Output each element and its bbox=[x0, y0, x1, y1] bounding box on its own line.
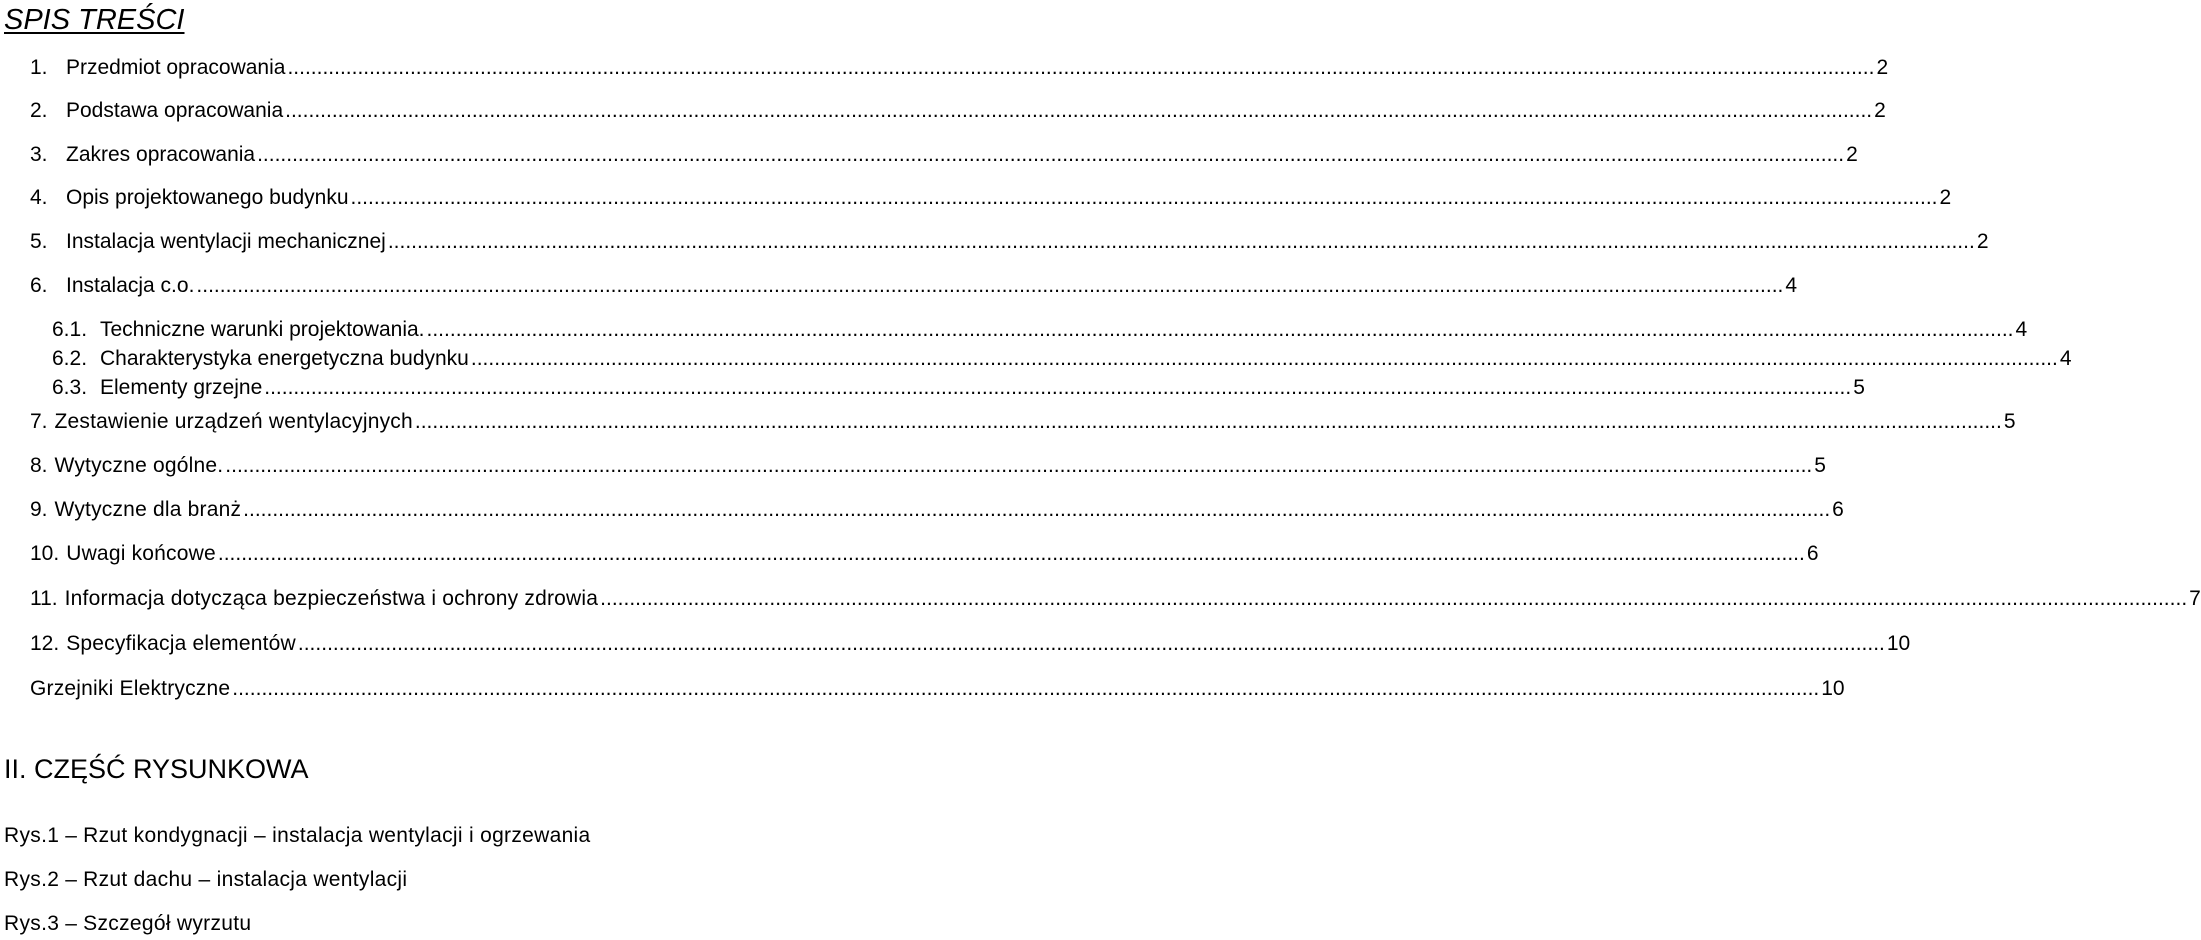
toc-page-number: 10 bbox=[1821, 677, 1845, 700]
dot-leader: ................................................................................................................................................................................................................................................................................ bbox=[426, 318, 2014, 341]
toc-number: 2. bbox=[30, 99, 48, 122]
dot-leader: ................................................................................................................................................................................................................................................................................ bbox=[287, 56, 1875, 79]
drawing-title: Szczegół wyrzutu bbox=[83, 912, 252, 935]
toc-page-number: 7 bbox=[2189, 587, 2201, 610]
toc-label: Grzejniki Elektryczne bbox=[30, 677, 231, 700]
dot-leader: ................................................................................................................................................................................................................................................................................ bbox=[217, 542, 1805, 565]
toc-number: 10. bbox=[30, 542, 60, 565]
toc-number: 7. bbox=[30, 410, 48, 433]
toc-entry-3[interactable] bbox=[30, 141, 1858, 169]
dot-leader: ................................................................................................................................................................................................................................................................................ bbox=[257, 143, 1845, 166]
drawing-separator: – bbox=[65, 868, 78, 891]
dot-leader: ................................................................................................................................................................................................................................................................................ bbox=[232, 677, 1820, 700]
toc-entry-grzejniki[interactable] bbox=[30, 675, 1845, 703]
toc-entry-5[interactable] bbox=[30, 228, 1989, 256]
dot-leader: ................................................................................................................................................................................................................................................................................ bbox=[196, 274, 1784, 297]
toc-page-number: 5 bbox=[2003, 410, 2016, 433]
toc-label: Uwagi końcowe bbox=[66, 542, 216, 565]
toc-number: 1. bbox=[30, 56, 48, 79]
dot-leader: ................................................................................................................................................................................................................................................................................ bbox=[243, 498, 1831, 521]
toc-label: Zakres opracowania bbox=[66, 143, 256, 166]
toc-page-number: 2 bbox=[1876, 56, 1889, 79]
toc-label: Instalacja c.o. bbox=[66, 274, 195, 297]
toc-number: 4. bbox=[30, 186, 48, 209]
toc-label: Wytyczne dla branż bbox=[54, 498, 242, 521]
toc-number: 6.1. bbox=[52, 318, 88, 341]
toc-label: Specyfikacja elementów bbox=[66, 632, 296, 655]
toc-page-number: 4 bbox=[2059, 347, 2072, 370]
toc-number: 6.2. bbox=[52, 347, 88, 370]
page-title: SPIS TREŚCI bbox=[4, 4, 185, 36]
toc-entry-12[interactable] bbox=[30, 630, 1911, 658]
dot-leader: ................................................................................................................................................................................................................................................................................ bbox=[297, 632, 1885, 655]
toc-label: Elementy grzejne bbox=[100, 376, 263, 399]
toc-number: 9. bbox=[30, 498, 48, 521]
drawing-separator: – bbox=[65, 912, 78, 935]
toc-page-number: 5 bbox=[1853, 376, 1865, 399]
drawing-item-3 bbox=[4, 910, 251, 938]
toc-page-number: 4 bbox=[1785, 274, 1798, 297]
drawing-code: Rys.3 bbox=[4, 912, 60, 935]
toc-page-number: 2 bbox=[1976, 230, 1989, 253]
toc-number: 6.3. bbox=[52, 376, 88, 399]
toc-label: Zestawienie urządzeń wentylacyjnych bbox=[54, 410, 413, 433]
drawing-title: Rzut dachu – instalacja wentylacji bbox=[83, 868, 408, 891]
toc-label: Wytyczne ogólne. bbox=[54, 454, 224, 477]
toc-entry-1[interactable] bbox=[30, 54, 1889, 82]
dot-leader: ................................................................................................................................................................................................................................................................................ bbox=[264, 376, 1852, 399]
toc-label: Techniczne warunki projektowania. bbox=[100, 318, 425, 341]
toc-label: Podstawa opracowania bbox=[66, 99, 284, 122]
drawing-code: Rys.1 bbox=[4, 824, 60, 847]
toc-page-number: 5 bbox=[1814, 454, 1826, 477]
toc-page-number: 10 bbox=[1886, 632, 1911, 655]
toc-entry-6-1[interactable] bbox=[52, 316, 2028, 344]
drawing-title: Rzut kondygnacji – instalacja wentylacji i ogrzewania bbox=[83, 824, 591, 847]
dot-leader: ................................................................................................................................................................................................................................................................................ bbox=[470, 347, 2058, 370]
toc-page-number: 4 bbox=[2015, 318, 2028, 341]
drawing-code: Rys.2 bbox=[4, 868, 60, 891]
toc-entry-7[interactable] bbox=[30, 408, 2016, 436]
toc-page-number: 6 bbox=[1806, 542, 1819, 565]
toc-entry-9[interactable] bbox=[30, 496, 1844, 524]
toc-entry-4[interactable] bbox=[30, 184, 1952, 212]
toc-label: Przedmiot opracowania bbox=[66, 56, 286, 79]
part-heading: II. CZĘŚĆ RYSUNKOWA bbox=[4, 754, 309, 784]
toc-entry-6-2[interactable] bbox=[52, 345, 2072, 373]
dot-leader: ................................................................................................................................................................................................................................................................................ bbox=[285, 99, 1873, 122]
toc-number: 5. bbox=[30, 230, 48, 253]
toc-entry-6[interactable] bbox=[30, 272, 1798, 300]
toc-entry-10[interactable] bbox=[30, 540, 1819, 568]
dot-leader: ................................................................................................................................................................................................................................................................................ bbox=[387, 230, 1975, 253]
dot-leader: ................................................................................................................................................................................................................................................................................ bbox=[225, 454, 1813, 477]
toc-label: Charakterystyka energetyczna budynku bbox=[100, 347, 469, 370]
toc-label: Instalacja wentylacji mechanicznej bbox=[66, 230, 386, 253]
toc-number: 8. bbox=[30, 454, 48, 477]
toc-number: 6. bbox=[30, 274, 48, 297]
toc-page-number: 2 bbox=[1939, 186, 1952, 209]
toc-label: Informacja dotycząca bezpieczeństwa i ochrony zdrowia bbox=[64, 587, 599, 610]
toc-number: 3. bbox=[30, 143, 48, 166]
dot-leader: ................................................................................................................................................................................................................................................................................ bbox=[414, 410, 2002, 433]
toc-label: Opis projektowanego budynku bbox=[66, 186, 349, 209]
toc-entry-6-3[interactable] bbox=[52, 374, 1865, 402]
toc-entry-2[interactable] bbox=[30, 97, 1886, 125]
toc-entry-11[interactable] bbox=[30, 585, 2201, 613]
dot-leader: ................................................................................................................................................................................................................................................................................ bbox=[350, 186, 1938, 209]
toc-page-number: 6 bbox=[1832, 498, 1844, 521]
toc-number: 11. bbox=[30, 587, 58, 610]
drawing-separator: – bbox=[65, 824, 78, 847]
toc-page-number: 2 bbox=[1846, 143, 1858, 166]
dot-leader: ................................................................................................................................................................................................................................................................................ bbox=[600, 587, 2188, 610]
toc-page-number: 2 bbox=[1874, 99, 1886, 122]
drawing-item-1 bbox=[4, 822, 591, 850]
drawing-item-2 bbox=[4, 866, 407, 894]
toc-entry-8[interactable] bbox=[30, 452, 1826, 480]
toc-number: 12. bbox=[30, 632, 60, 655]
